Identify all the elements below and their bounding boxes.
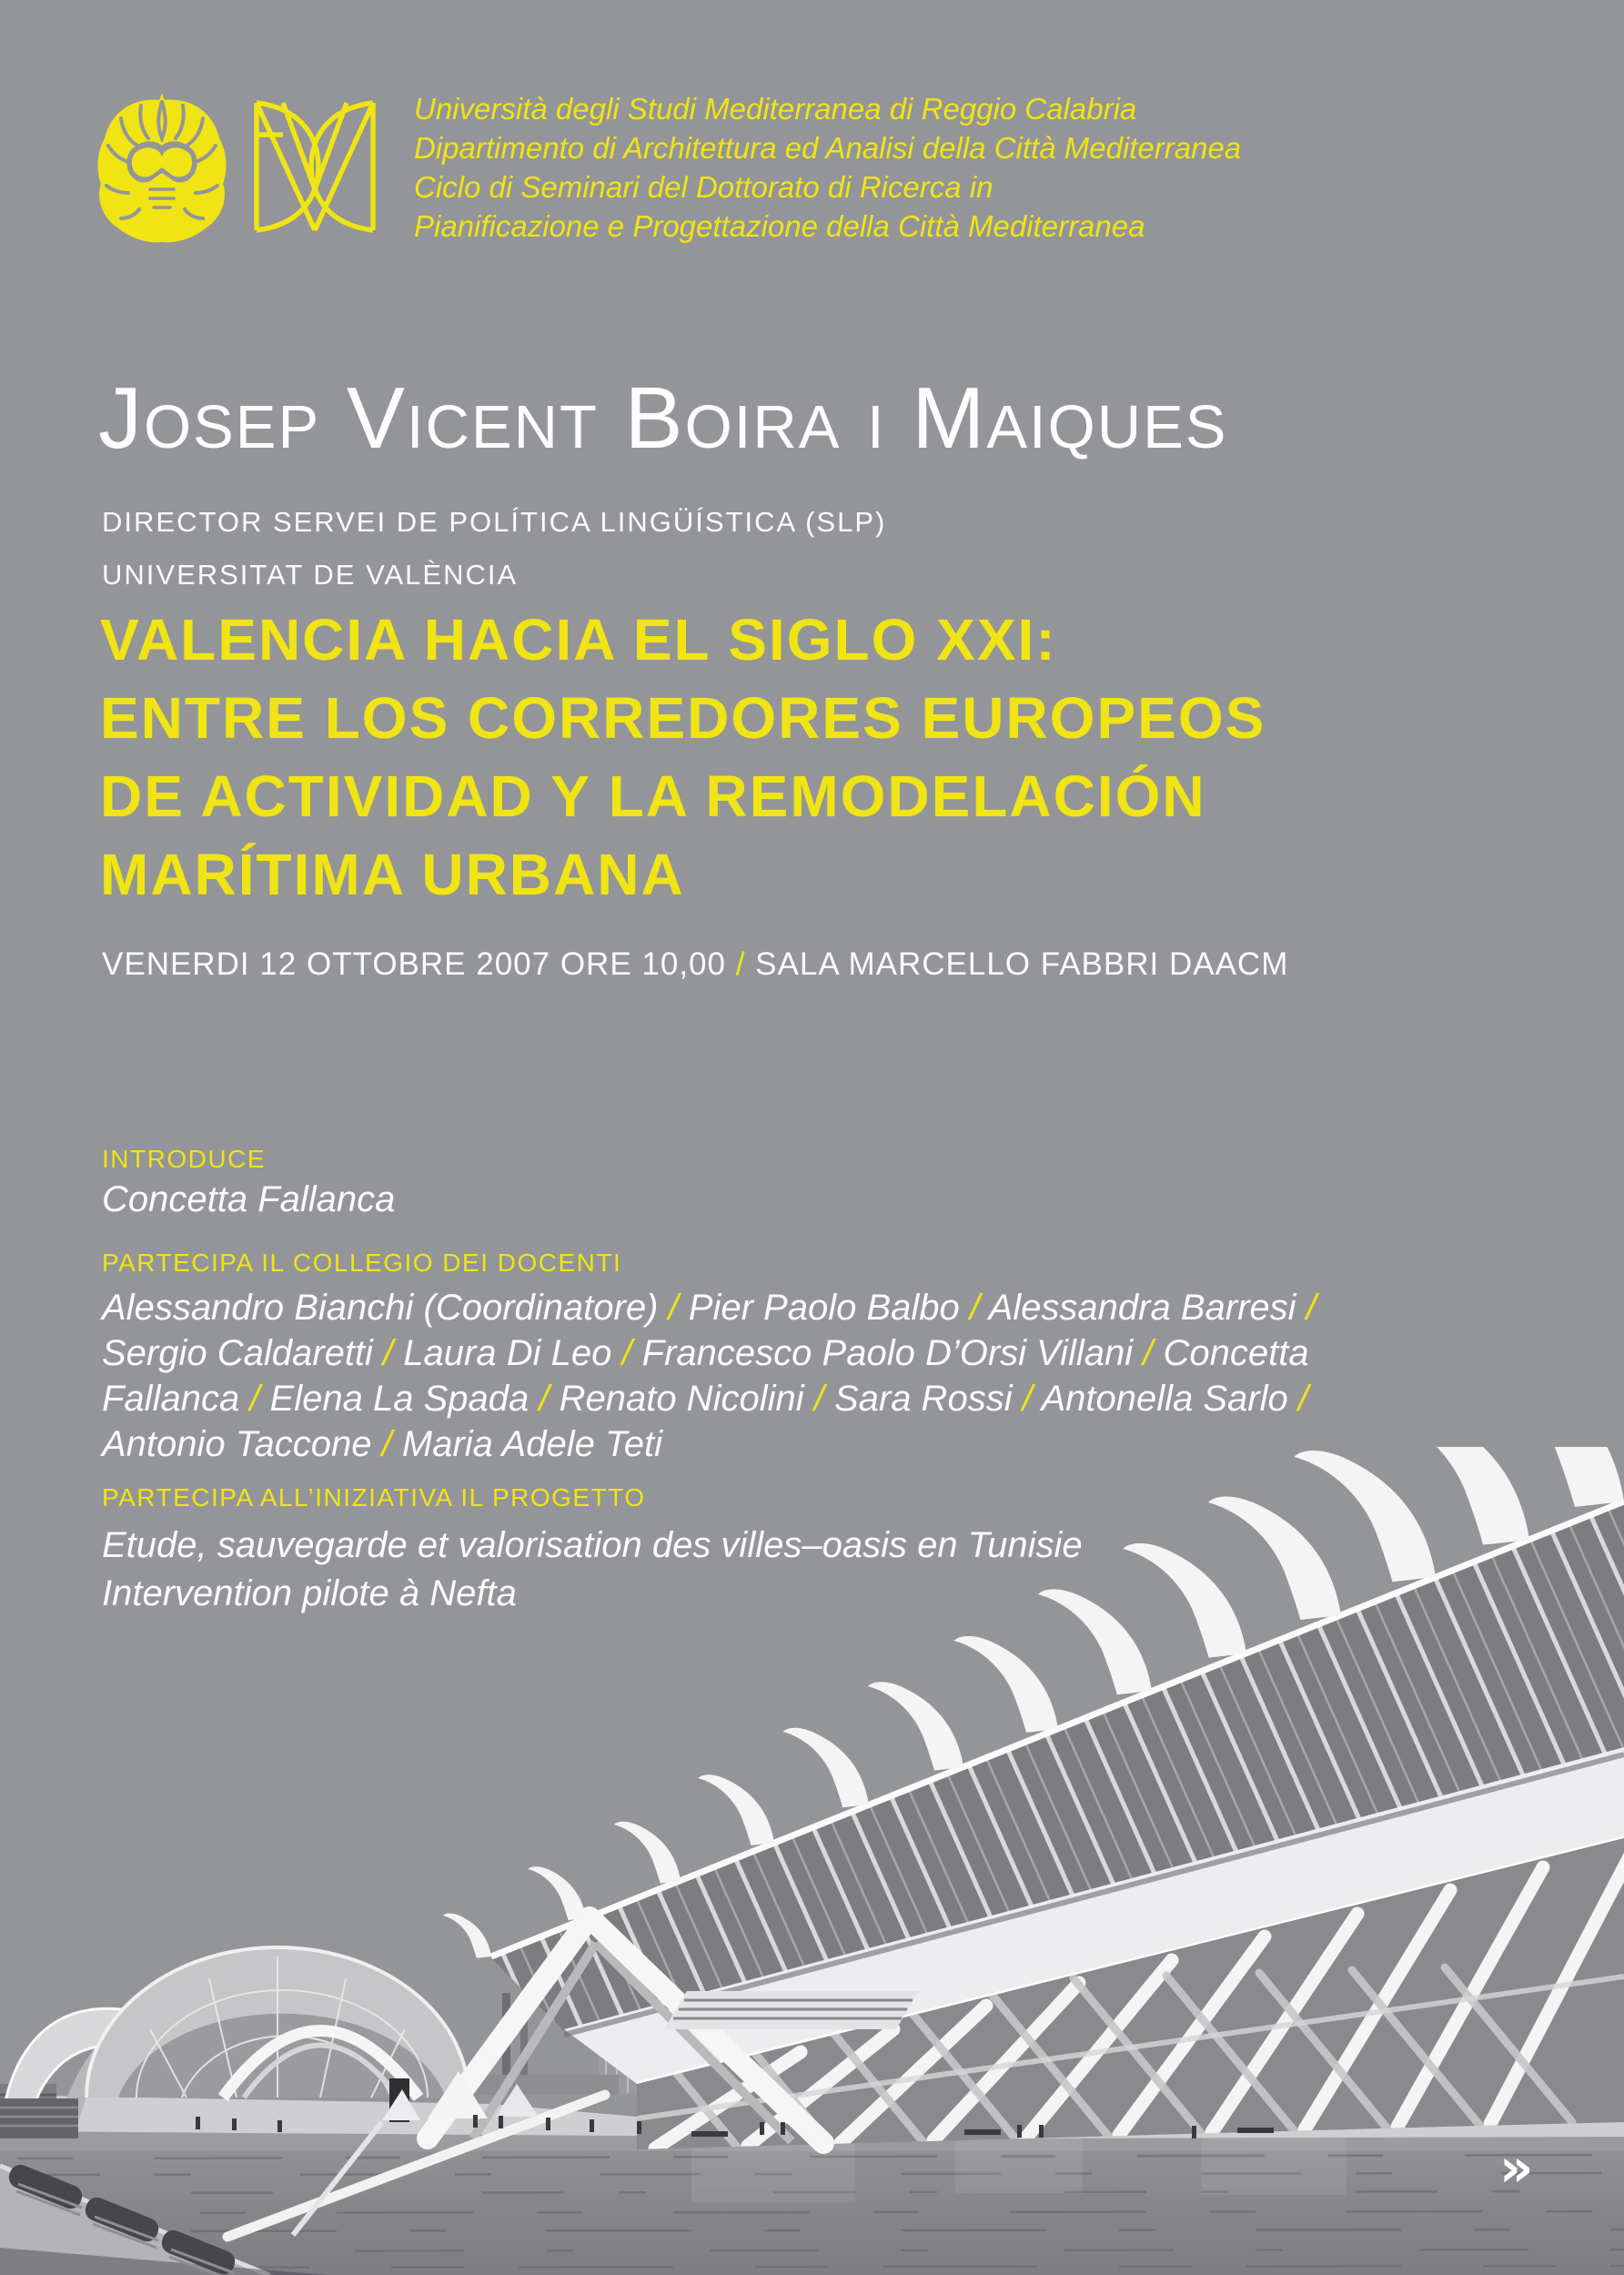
double-chevron-icon[interactable]: » bbox=[1499, 2137, 1534, 2199]
progetto-line: Intervention pilote à Nefta bbox=[102, 1573, 517, 1613]
docenti-names: Alessandro Bianchi (Coordinatore) / Pier Paolo Balbo / Alessandra Barresi / Sergio Caldaretti / Laura Di Leo / Francesco Paolo D’Orsi Villani / Concetta Fallanca / Elena La Spada / Renato Nicolini / Sara Rossi / Antonella Sarlo / Antonio Taccone / Maria Adele Teti bbox=[102, 1288, 1316, 1464]
lecture-title-line: VALENCIA HACIA EL SIGLO XXI: bbox=[100, 607, 1057, 672]
event-venue: SALA MARCELLO FABBRI DAACM bbox=[755, 946, 1289, 982]
introduce-person: Concetta Fallanca bbox=[102, 1179, 396, 1219]
lion-logo-icon bbox=[94, 91, 230, 248]
header-line: Dipartimento di Architettura ed Analisi della Città Mediterranea bbox=[414, 131, 1242, 165]
docenti-label: PARTECIPA IL COLLEGIO DEI DOCENTI bbox=[102, 1249, 622, 1277]
science-museum-building bbox=[428, 1447, 1624, 2149]
valencia-city-of-arts-photo bbox=[0, 1447, 1624, 2275]
progetto-label: PARTECIPA ALL’INIZIATIVA IL PROGETTO bbox=[102, 1483, 646, 1512]
header-line: Università degli Studi Mediterranea di Reggio Calabria bbox=[414, 92, 1137, 126]
lecture-title-line: ENTRE LOS CORREDORES EUROPEOS bbox=[100, 685, 1266, 751]
progetto-line: Etude, sauvegarde et valorisation des villes–oasis en Tunisie bbox=[102, 1525, 1083, 1565]
header-line: Pianificazione e Progettazione della Città Mediterranea bbox=[414, 209, 1145, 243]
speaker-affiliation-line: UNIVERSITAT DE VALÈNCIA bbox=[102, 559, 519, 591]
speaker-name: Josep Vicent Boira i Maiques bbox=[98, 369, 1228, 467]
introduce-label: INTRODUCE bbox=[102, 1145, 266, 1173]
header-line: Ciclo di Seminari del Dottorato di Ricerca in bbox=[414, 170, 994, 204]
hemisferic-dome bbox=[86, 1947, 469, 2122]
header-text-block bbox=[414, 89, 1241, 246]
event-date-venue bbox=[102, 946, 1288, 983]
lecture-title-line: MARÍTIMA URBANA bbox=[100, 842, 685, 907]
lecture-title-line: DE ACTIVIDAD Y LA REMODELACIÓN bbox=[100, 763, 1206, 829]
speaker-role-line: DIRECTOR SERVEI DE POLÍTICA LINGÜÍSTICA (SLP) bbox=[102, 506, 887, 538]
spacer bbox=[745, 946, 755, 982]
dm-monogram-icon bbox=[252, 98, 378, 235]
slash-separator bbox=[726, 946, 736, 982]
slash-separator: / bbox=[735, 946, 746, 982]
event-date: VENERDI 12 OTTOBRE 2007 ORE 10,00 bbox=[102, 946, 726, 982]
lecture-title bbox=[100, 601, 1266, 914]
